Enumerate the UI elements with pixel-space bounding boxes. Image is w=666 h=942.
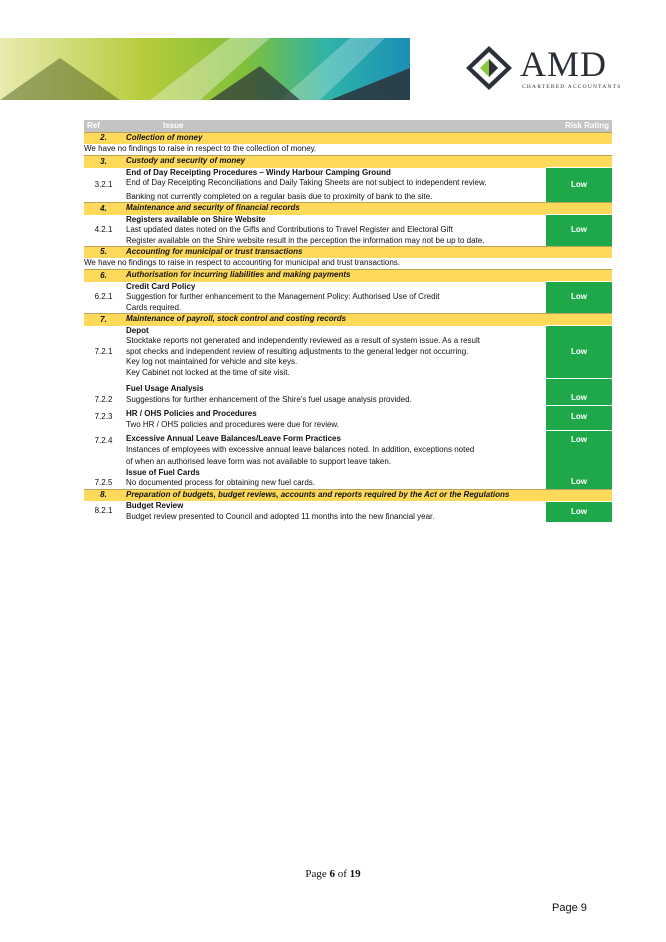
finding-content — [123, 468, 546, 490]
table-header-row — [84, 120, 612, 133]
finding-row — [84, 168, 612, 203]
finding-line: Register available on the Shire website result in the perception the information may not be up to date. — [126, 235, 485, 245]
section-title: Preparation of budgets, budget reviews, accounts and reports required by the Act or the Regulations — [123, 489, 612, 501]
page-prefix: Page — [305, 868, 327, 880]
page-total: 19 — [349, 868, 361, 880]
finding-title: HR / OHS Policies and Procedures — [126, 409, 257, 418]
page-of: of — [337, 868, 347, 880]
finding-ref: 7.2.5 — [94, 478, 113, 487]
finding-line: Suggestion for further enhancement to the Management Policy: Authorised Use of Credit — [126, 292, 440, 301]
finding-row — [84, 378, 612, 405]
section-row — [84, 203, 612, 215]
finding-row — [84, 405, 612, 430]
section-title: Maintenance of payroll, stock control and costing records — [123, 314, 612, 326]
logo-text: AMD — [520, 44, 608, 84]
finding-ref: 6.2.1 — [94, 292, 113, 301]
section-row — [84, 270, 612, 282]
finding-content — [123, 215, 546, 247]
logo-subtext: CHARTERED ACCOUNTANTS — [522, 84, 622, 90]
finding-title: Budget Review — [126, 501, 184, 510]
finding-ref: 4.2.1 — [94, 225, 113, 234]
finding-line: Instances of employees with excessive annual leave balances noted. In addition, exceptions noted — [126, 444, 475, 454]
page-current: 6 — [329, 868, 335, 880]
finding-line: Suggestions for further enhancement of the Shire’s fuel usage analysis provided. — [126, 394, 412, 404]
finding-title: Fuel Usage Analysis — [126, 384, 204, 393]
section-number: 4. — [84, 203, 123, 215]
section-title: Authorisation for incurring liabilities and making payments — [123, 270, 612, 282]
finding-ref: 7.2.1 — [94, 346, 113, 356]
finding-content — [123, 326, 546, 379]
finding-row — [84, 215, 612, 247]
finding-ref: 3.2.1 — [94, 179, 113, 189]
amd-logo-icon — [466, 46, 512, 90]
finding-title: Credit Card Policy — [126, 281, 196, 291]
header-risk: Risk Rating — [546, 120, 612, 133]
section-number: 6. — [84, 270, 123, 282]
risk-rating: Low — [546, 430, 612, 468]
section-number: 2. — [84, 133, 123, 145]
risk-rating: Low — [546, 378, 612, 405]
header-banner — [0, 38, 410, 100]
finding-line: Two HR / OHS policies and procedures were due for review. — [126, 419, 339, 429]
finding-row — [84, 326, 612, 379]
section-row — [84, 247, 612, 259]
risk-rating: Low — [546, 326, 612, 379]
section-number: 3. — [84, 156, 123, 168]
finding-row — [84, 501, 612, 522]
section-row — [84, 489, 612, 501]
section-title: Maintenance and security of financial records — [123, 203, 612, 215]
section-title: Accounting for municipal or trust transactions — [123, 247, 612, 259]
risk-rating: Low — [546, 468, 612, 490]
section-row — [84, 156, 612, 168]
finding-content — [123, 168, 546, 203]
finding-row — [84, 430, 612, 468]
section-number: 7. — [84, 314, 123, 326]
finding-content — [123, 501, 546, 522]
risk-rating: Low — [546, 282, 612, 314]
finding-ref: 7.2.4 — [94, 436, 113, 445]
finding-line: Key log not maintained for vehicle and site keys. — [126, 357, 298, 366]
header-issue: Issue — [123, 120, 546, 133]
note-row — [84, 144, 612, 156]
risk-rating: Low — [546, 168, 612, 203]
finding-line: spot checks and independent review of resulting adjustments to the general ledger not occurring. — [126, 346, 469, 356]
finding-title: Depot — [126, 325, 149, 335]
page-number — [0, 868, 666, 880]
finding-content — [123, 405, 546, 430]
section-title: Custody and security of money — [123, 156, 612, 168]
finding-ref: 8.2.1 — [94, 506, 113, 516]
note-text: We have no findings to raise in respect to accounting for municipal and trust transactions. — [84, 258, 401, 268]
note-text: We have no findings to raise in respect to the collection of money. — [84, 144, 317, 154]
finding-content — [123, 430, 546, 468]
finding-content — [123, 282, 546, 314]
header-ref: Ref — [84, 120, 123, 133]
finding-line: Banking not currently completed on a regular basis due to proximity of bank to the site. — [126, 191, 433, 201]
section-number: 8. — [84, 489, 123, 501]
finding-line: End of Day Receipting Reconciliations and Daily Taking Sheets are not subject to independent review. — [126, 178, 487, 187]
finding-line: Key Cabinet not locked at the time of site visit. — [126, 367, 290, 377]
note-row — [84, 258, 612, 270]
section-number: 5. — [84, 247, 123, 259]
risk-rating: Low — [546, 215, 612, 247]
finding-ref: 7.2.2 — [94, 394, 113, 404]
finding-line: Last updated dates noted on the Gifts and Contributions to Travel Register and Electoral Gift — [126, 225, 453, 234]
finding-line: Cards required. — [126, 302, 182, 312]
finding-title: Excessive Annual Leave Balances/Leave Form Practices — [126, 434, 341, 443]
findings-table — [84, 120, 612, 522]
finding-line: No documented process for obtaining new fuel cards. — [126, 478, 315, 487]
finding-ref: 7.2.3 — [94, 412, 113, 422]
finding-row — [84, 282, 612, 314]
finding-content — [123, 378, 546, 405]
finding-line: Stocktake reports not generated and independently reviewed as a result of system issue. As a result — [126, 336, 480, 345]
risk-rating: Low — [546, 501, 612, 522]
finding-title: Registers available on Shire Website — [126, 214, 266, 224]
section-row — [84, 133, 612, 145]
finding-line: of when an authorised leave form was not available to support leave taken. — [126, 457, 392, 466]
page-corner-label: Page 9 — [552, 902, 587, 914]
finding-row — [84, 468, 612, 490]
section-title: Collection of money — [123, 133, 612, 145]
section-row — [84, 314, 612, 326]
finding-title: Issue of Fuel Cards — [126, 467, 200, 477]
finding-line: Budget review presented to Council and adopted 11 months into the new financial year. — [126, 511, 435, 521]
risk-rating: Low — [546, 405, 612, 430]
finding-title: End of Day Receipting Procedures – Windy Harbour Camping Ground — [126, 167, 391, 177]
